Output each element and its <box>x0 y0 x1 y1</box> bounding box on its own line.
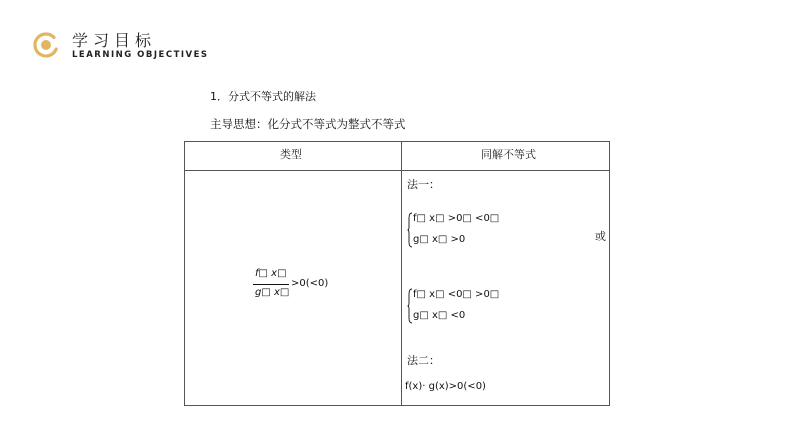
inequality-system-2 <box>407 288 527 324</box>
system1-line2: g□ x□ >0 <box>413 234 466 245</box>
section-title: 1．分式不等式的解法 <box>210 90 316 103</box>
method1-label: 法一： <box>407 178 440 191</box>
table-column-divider <box>401 142 402 405</box>
header-subtitle: LEARNING OBJECTIVES <box>72 50 209 60</box>
fraction-denominator: g□ x□ <box>255 287 290 298</box>
header-title: 学习目标 <box>72 31 157 50</box>
table-header-equivalent: 同解不等式 <box>481 148 536 161</box>
main-idea: 主导思想：化分式不等式为整式不等式 <box>210 117 406 131</box>
system2-line2: g□ x□ <0 <box>413 310 466 321</box>
fraction-rhs: >0(<0) <box>291 278 329 289</box>
system1-line1: f□ x□ >0□ <0□ <box>413 213 500 224</box>
fraction-inequality <box>253 268 393 302</box>
method2-expression: f(x)· g(x)>0(<0) <box>405 381 486 392</box>
inequality-system-1 <box>407 212 527 248</box>
method2-label: 法二： <box>407 354 440 367</box>
solution-table <box>184 141 610 406</box>
table-header-divider <box>185 170 609 171</box>
fraction-numerator: f□ x□ <box>255 268 287 279</box>
or-label: 或 <box>595 230 606 243</box>
system2-line1: f□ x□ <0□ >0□ <box>413 289 500 300</box>
header-logo-icon <box>32 31 60 59</box>
fraction-bar <box>253 284 289 285</box>
table-header-type: 类型 <box>280 148 302 161</box>
